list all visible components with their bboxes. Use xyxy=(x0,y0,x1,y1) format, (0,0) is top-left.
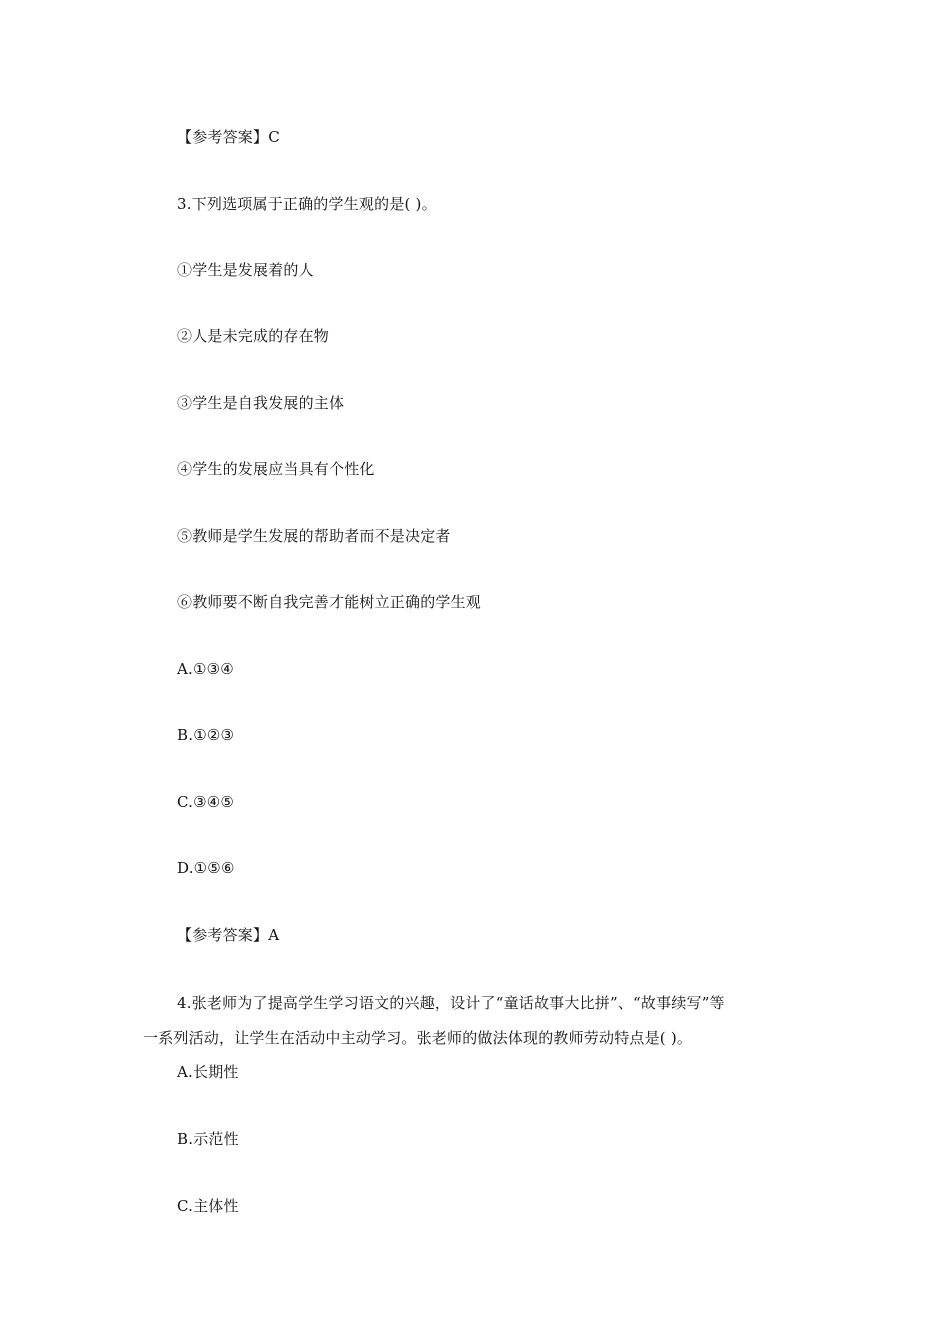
q3-option-a: A.①③④ xyxy=(177,660,234,678)
question-4-stem-line1: 4.张老师为了提高学生学习语文的兴趣，设计了“童话故事大比拼”、“故事续写”等 xyxy=(177,994,725,1012)
q3-answer: 【参考答案】A xyxy=(177,926,280,944)
q3-statement-4: ④学生的发展应当具有个性化 xyxy=(177,460,375,478)
q4-option-c: C.主体性 xyxy=(177,1197,239,1215)
q3-statement-6: ⑥教师要不断自我完善才能树立正确的学生观 xyxy=(177,593,482,611)
q3-option-b: B.①②③ xyxy=(177,726,235,744)
q3-statement-1: ①学生是发展着的人 xyxy=(177,261,314,279)
q3-option-c: C.③④⑤ xyxy=(177,793,235,811)
q3-option-d: D.①⑤⑥ xyxy=(177,859,235,877)
q3-statement-2: ②人是未完成的存在物 xyxy=(177,327,330,345)
q4-option-b: B.示范性 xyxy=(177,1130,239,1148)
q3-statement-5: ⑤教师是学生发展的帮助者而不是决定者 xyxy=(177,527,451,545)
question-3-stem: 3.下列选项属于正确的学生观的是( )。 xyxy=(177,195,437,213)
answer-previous: 【参考答案】C xyxy=(177,128,280,146)
q3-statement-3: ③学生是自我发展的主体 xyxy=(177,394,345,412)
question-4-stem-line2: 一系列活动，让学生在活动中主动学习。张老师的做法体现的教师劳动特点是( )。 xyxy=(143,1029,693,1047)
q4-option-a: A.长期性 xyxy=(177,1063,239,1081)
